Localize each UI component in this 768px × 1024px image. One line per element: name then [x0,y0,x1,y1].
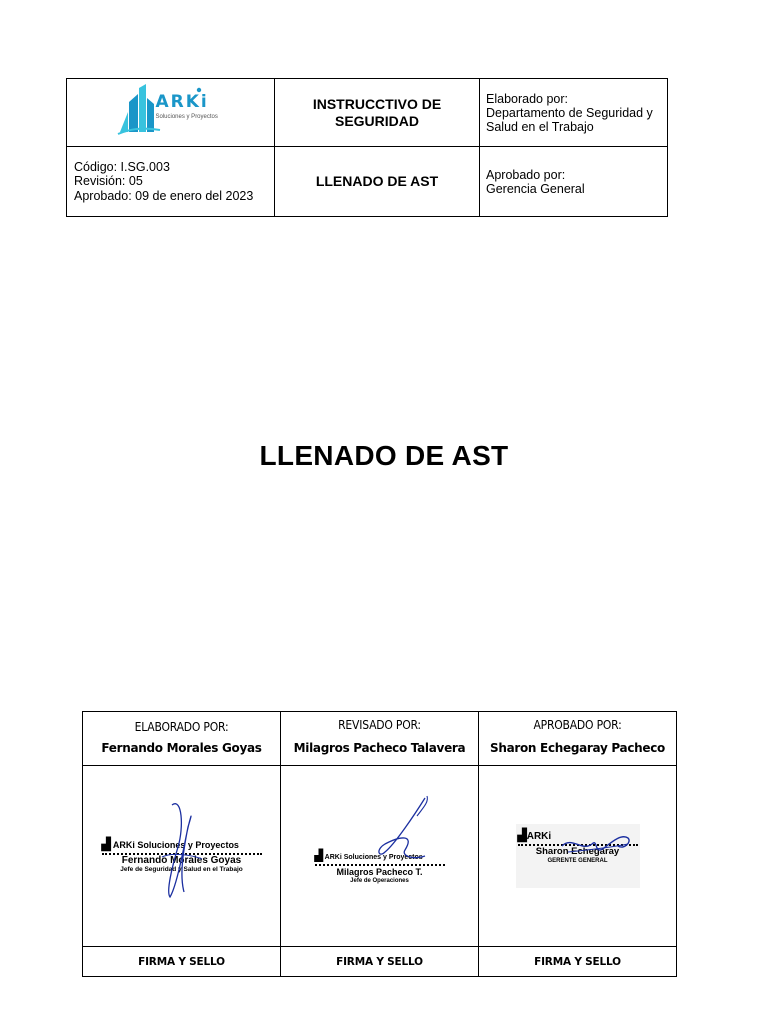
handwritten-signature [558,826,638,866]
doc-code: Código: I.SG.003 [74,159,170,174]
signer-name: Fernando Morales Goyas [101,741,262,755]
doc-type-title: INSTRUCCTIVO DE SEGURIDAD [275,79,480,147]
elaborated-value-line2: Salud en el Trabajo [486,119,594,134]
company-stamp [102,837,262,874]
elaborated-value-line1: Departamento de Seguridad y [486,105,653,120]
role-label: APROBADO POR: [533,718,622,732]
elaborated-by-cell [480,79,668,147]
approved-by-cell [480,147,668,217]
doc-title: LLENADO DE AST [315,173,439,189]
handwritten-signature [152,797,212,907]
page-title: LLENADO DE AST [259,440,509,471]
elaborated-label: Elaborado por: [486,91,569,106]
stamp-role: Jefe de Operaciones [350,877,409,884]
signature-col-elaborated [83,712,281,766]
stamp-brand: ▟ ARKi Soluciones y Proyectos [101,837,239,851]
doc-revision: Revisión: 05 [74,174,143,189]
stamp-role: GERENTE GENERAL [547,858,608,864]
document-header [66,78,668,217]
doc-title-cell [275,147,480,217]
stamp-cell [281,766,479,947]
signer-name: Sharon Echegaray Pacheco [489,741,665,755]
handwritten-signature [345,794,455,874]
logo-tagline-text: Soluciones y Proyectos [155,114,218,120]
role-label: REVISADO POR: [338,718,421,732]
arki-logo [116,82,226,138]
company-stamp [516,824,640,888]
doc-meta-cell [67,147,275,217]
doc-approved-date: Aprobado: 09 de enero del 2023 [74,188,254,203]
stamp-cell [479,766,677,947]
signature-footer: FIRMA Y SELLO [83,947,281,977]
logo-brand-text: ARKi [155,92,209,112]
stamp-brand: ▟ARKi [517,828,552,842]
stamp-brand: ▟ ARKi Soluciones y Proyectos [314,849,423,862]
signature-col-reviewed [281,712,479,766]
logo-cell [67,79,275,147]
stamp-cell [83,766,281,947]
signer-name: Milagros Pacheco Talavera [293,741,466,755]
approved-value: Gerencia General [486,181,585,196]
signature-footer: FIRMA Y SELLO [479,947,677,977]
signature-footer: FIRMA Y SELLO [281,947,479,977]
signature-table [82,711,677,977]
role-label: ELABORADO POR: [134,720,229,734]
signature-col-approved [479,712,677,766]
company-stamp [315,849,445,885]
approved-label: Aprobado por: [486,167,566,182]
stamp-name: Fernando Morales Goyas [121,855,242,866]
stamp-role: Jefe de Seguridad y Salud en el Trabajo [120,866,243,873]
stamp-name: Sharon Echegaray [535,846,620,857]
stamp-name: Milagros Pacheco T. [336,866,423,877]
